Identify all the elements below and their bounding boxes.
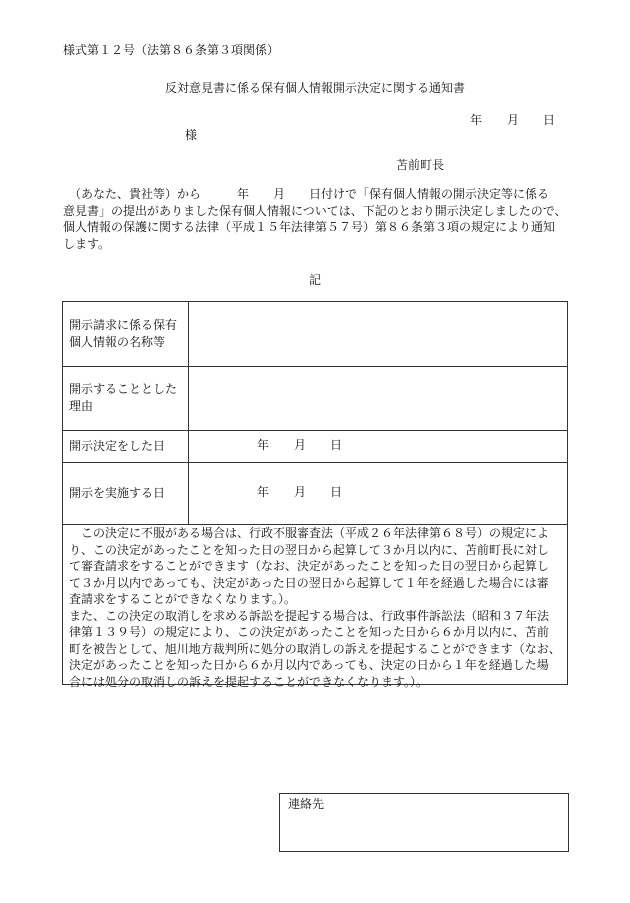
appeal-notice bbox=[69, 525, 564, 690]
notice-line: また、この決定の取消しを求める訴訟を提起する場合は、行政事件訴訟法（昭和３７年法 bbox=[69, 608, 550, 623]
date-day-label: 日 bbox=[330, 438, 343, 452]
notice-line: 査請求をすることができなくなります。）。 bbox=[69, 592, 297, 606]
notice-line: 律第１３９号）の規定により、この決定があったことを知った日から６か月以内に、苫前 bbox=[69, 625, 549, 639]
disclosure-table bbox=[62, 301, 568, 689]
date-year-label: 年 bbox=[257, 438, 270, 452]
ki-heading: 記 bbox=[308, 273, 321, 287]
table-row-implementation-date bbox=[63, 462, 567, 525]
body-paragraph bbox=[63, 186, 570, 252]
notice-line: この決定に不服がある場合は、行政不服審査法（平成２６年法律第６８号）の規定によ bbox=[69, 526, 550, 540]
implementation-date-field[interactable] bbox=[190, 462, 567, 524]
notice-line: り、この決定があったことを知った日の翌日から起算して３か月以内に、苫前町長に対し bbox=[69, 542, 549, 557]
row-label bbox=[63, 302, 189, 366]
date-month-label: 月 bbox=[294, 438, 307, 452]
row-label-line: 開示することとした bbox=[69, 382, 178, 396]
date-day-label: 日 bbox=[543, 113, 556, 127]
body-line: します。 bbox=[63, 236, 111, 251]
date-year-label: 年 bbox=[470, 113, 483, 127]
body-line: （あなた、貴社等）から 年 月 日付けで「保有個人情報の開示決定等に係る bbox=[63, 187, 550, 201]
contact-box[interactable] bbox=[279, 793, 569, 852]
date-month-label: 月 bbox=[294, 485, 307, 499]
row-label bbox=[63, 366, 189, 430]
contact-label: 連絡先 bbox=[288, 797, 325, 811]
decision-date-field[interactable] bbox=[190, 430, 567, 462]
reason-field[interactable] bbox=[190, 366, 567, 430]
date-year-label: 年 bbox=[257, 485, 270, 499]
row-label bbox=[63, 462, 189, 524]
notice-line: て３か月以内であっても、決定があった日の翌日から起算して１年を経過した場合には審 bbox=[69, 575, 549, 590]
body-line: 意見書」の提出がありました保有個人情報については、下記のとおり開示決定しましたので、 bbox=[63, 203, 567, 218]
table-row-info-name bbox=[63, 302, 567, 367]
row-label-line: 開示を実施する日 bbox=[69, 485, 166, 500]
issue-date bbox=[470, 112, 555, 129]
form-number: 様式第１２号（法第８６条第３項関係） bbox=[63, 43, 280, 57]
row-label bbox=[63, 430, 189, 462]
addressee-suffix: 様 bbox=[185, 128, 198, 142]
issuer-name: 苫前町長 bbox=[396, 158, 445, 172]
row-label-line: 開示請求に係る保有 bbox=[69, 318, 178, 332]
row-label-line: 開示決定をした日 bbox=[69, 438, 166, 453]
row-label-line: 個人情報の名称等 bbox=[69, 335, 166, 349]
date-month-label: 月 bbox=[507, 113, 520, 127]
date-day-label: 日 bbox=[330, 485, 343, 499]
document-title: 反対意見書に係る保有個人情報開示決定に関する通知書 bbox=[164, 81, 465, 95]
notice-line: て審査請求をすることができます（なお、決定があったことを知った日の翌日から起算し bbox=[69, 559, 549, 573]
body-line: 個人情報の保護に関する法律（平成１５年法律第５７号）第８６条第３項の規定により通知 bbox=[63, 220, 556, 234]
notice-line: 合には処分の取消しの訴えを提起することができなくなります。）。 bbox=[69, 674, 429, 689]
info-name-field[interactable] bbox=[190, 302, 567, 366]
notice-line: 決定があったことを知った日から６か月以内であっても、決定の日から１年を経過した場 bbox=[69, 658, 549, 672]
table-row-reason bbox=[63, 366, 567, 431]
notice-line: 町を被告として、旭川地方裁判所に処分の取消しの訴えを提起することができます（なお、 bbox=[69, 641, 561, 656]
row-label-line: 理由 bbox=[69, 399, 94, 413]
table-row-decision-date bbox=[63, 430, 567, 463]
